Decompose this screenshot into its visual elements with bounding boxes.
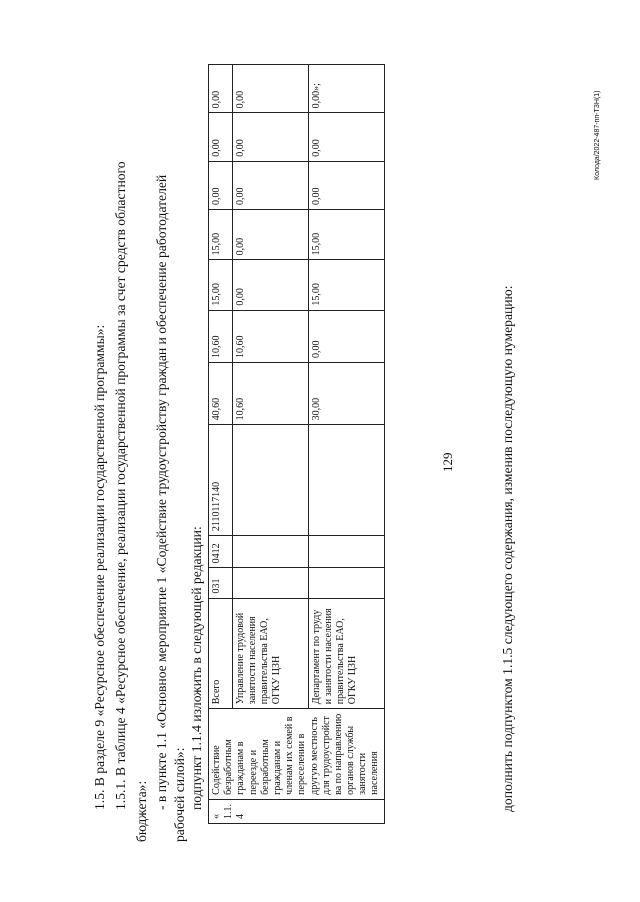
footer-code: Колода/2022-487-пп-ТЗН(1)	[594, 90, 601, 180]
value-cell: 40,60	[209, 363, 233, 425]
value-cell: 0,00	[209, 161, 233, 209]
text-line-2: 1.5.1. В таблице 4 «Ресурсное обеспечение, реализации государственной программы за счет средств областного	[113, 161, 128, 810]
value-cell: 0,00	[232, 113, 308, 161]
row-number: « 1.1. 4	[209, 799, 385, 823]
executor-total: Всего	[209, 598, 233, 709]
value-cell: 15,00	[209, 210, 233, 260]
grbs-code	[308, 568, 384, 598]
value-cell: 0,00	[209, 113, 233, 161]
value-cell: 30,00	[308, 363, 384, 425]
value-cell: 15,00	[308, 260, 384, 310]
value-cell: 15,00	[308, 210, 384, 260]
value-cell: 0,00	[308, 310, 384, 362]
rzpr-code	[308, 536, 384, 568]
rzpr-code: 0412	[209, 536, 233, 568]
text-line-4: - в пункте 1.1 «Основное мероприятие 1 «Содействие трудоустройству граждан и обеспечение работодателей	[154, 174, 169, 810]
grbs-code: 031	[209, 568, 233, 598]
value-cell: 10,60	[209, 310, 233, 362]
csr-code: 2110117140	[209, 425, 233, 536]
resource-table	[208, 64, 385, 824]
value-cell: 0,00	[308, 161, 384, 209]
value-cell: 0,00	[232, 65, 308, 113]
executor-cell: Департамент по труду и занятости населения правительства ЕАО, ОГКУ ЦЗН	[308, 598, 384, 709]
value-cell: 10,60	[232, 310, 308, 362]
csr-code	[232, 425, 308, 536]
page-number: 129	[440, 452, 455, 472]
text-line-1: 1.5. В разделе 9 «Ресурсное обеспечение реализации государственной программы»:	[92, 324, 107, 810]
rzpr-code	[232, 536, 308, 568]
value-cell: 10,60	[232, 363, 308, 425]
value-cell: 0,00	[232, 210, 308, 260]
value-cell: 0,00	[209, 65, 233, 113]
executor-cell: Управление трудовой занятости населения правительства ЕАО, ОГКУ ЦЗН	[232, 598, 308, 709]
value-cell: 0,00	[232, 161, 308, 209]
value-cell: 0,00	[308, 113, 384, 161]
after-table-text: дополнить подпунктом 1.1.5 следующего содержания, изменив последующую нумерацию:	[500, 285, 515, 812]
measure-name: Содействие безработным гражданам в переезде и безработным гражданам и членам их семей в переселении в другую местность для трудоустройст ва по направлению органов службы занятости населения	[209, 709, 385, 800]
value-cell: 0,00»;	[308, 65, 384, 113]
text-line-6: подпункт 1.1.4 изложить в следующей редакции:	[189, 526, 204, 810]
csr-code	[308, 425, 384, 536]
value-cell: 0,00	[232, 260, 308, 310]
grbs-code	[232, 568, 308, 598]
text-line-5: рабочей силой»:	[172, 747, 187, 842]
value-cell: 15,00	[209, 260, 233, 310]
text-line-3: бюджета»:	[134, 780, 149, 842]
